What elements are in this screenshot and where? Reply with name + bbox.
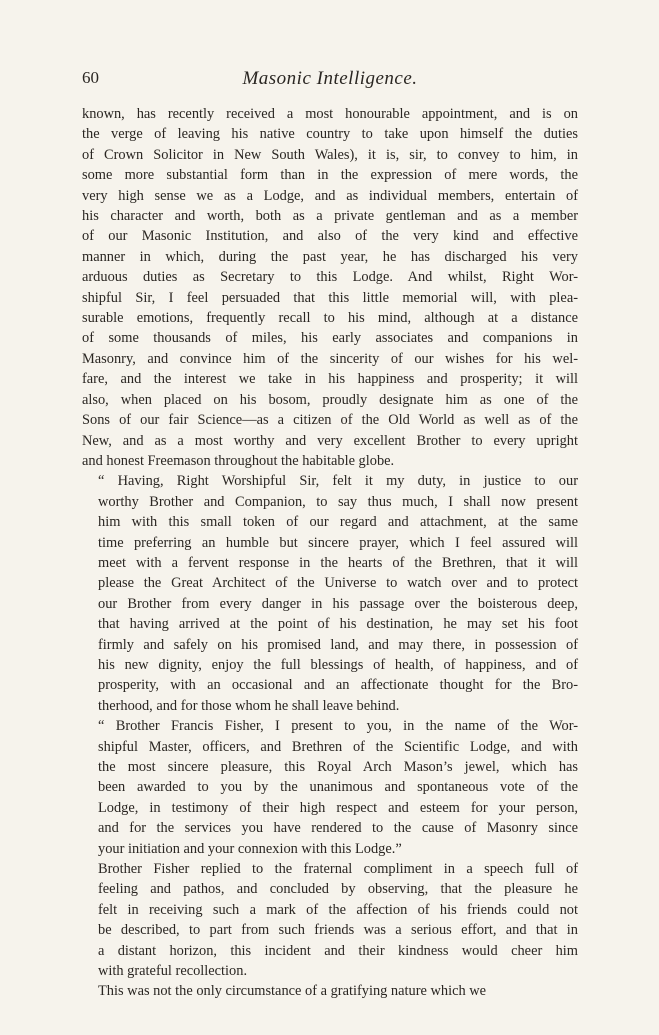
text-line: him with this small token of our regard and attachment, at the same: [98, 514, 578, 531]
text-line: arduous duties as Secretary to this Lodge. And whilst, Right Wor-: [82, 269, 578, 286]
text-line: fare, and the interest we take in his happiness and prosperity; it will: [82, 371, 578, 388]
text-line: shipful Sir, I feel persuaded that this little memorial will, with plea-: [82, 289, 578, 306]
text-line: This was not the only circumstance of a gratifying nature which we: [98, 983, 487, 1000]
text-line: therhood, and for those whom he shall leave behind.: [98, 697, 400, 714]
paragraph: [82, 104, 578, 471]
text-line: of our Masonic Institution, and also of the very kind and effective: [82, 228, 578, 245]
text-line: Sons of our fair Science—as a citizen of the Old World as well as of the: [82, 412, 578, 429]
text-line: our Brother from every danger in his passage over the boisterous deep,: [98, 595, 578, 612]
text-line: and for the services you have rendered to the cause of Masonry since: [98, 820, 578, 837]
text-line: worthy Brother and Companion, to say thus much, I shall now present: [98, 493, 578, 510]
text-line: of Crown Solicitor in New South Wales), it is, sir, to convey to him, in: [82, 146, 578, 163]
text-line: also, when placed on his bosom, proudly designate him as one of the: [82, 391, 578, 408]
text-line: Masonry, and convince him of the sincerity of our wishes for his wel-: [82, 350, 578, 367]
text-line: felt in receiving such a mark of the affection of his friends could not: [98, 901, 578, 918]
text-line: firmly and safely on his promised land, and may there, in possession of: [98, 636, 578, 653]
paragraph: [82, 859, 578, 981]
text-line: been awarded to you by the unanimous and spontaneous vote of the: [98, 779, 578, 796]
text-line: of some thousands of miles, his early associates and companions in: [82, 330, 578, 347]
text-line: that having arrived at the point of his destination, he may set his foot: [98, 616, 578, 633]
text-line: his character and worth, both as a private gentleman and as a member: [82, 208, 578, 225]
text-line: “ Having, Right Worshipful Sir, felt it my duty, in justice to our: [98, 473, 578, 490]
text-line: his new dignity, enjoy the full blessings of health, of happiness, and of: [98, 656, 578, 673]
text-line: New, and as a most worthy and very excellent Brother to every upright: [82, 432, 578, 449]
paragraph: [82, 981, 578, 1001]
text-line: be described, to part from such friends was a serious effort, and that in: [98, 922, 578, 939]
text-line: a distant horizon, this incident and their kindness would cheer him: [98, 942, 578, 959]
page-header: [82, 68, 578, 92]
running-title: Masonic Intelligence.: [242, 68, 418, 89]
text-line: surable emotions, frequently recall to his mind, although at a distance: [82, 310, 578, 327]
page-number: 60: [82, 68, 99, 87]
paragraph: [82, 471, 578, 716]
text-line: “ Brother Francis Fisher, I present to you, in the name of the Wor-: [98, 718, 578, 735]
text-line: very high sense we as a Lodge, and as individual members, entertain of: [82, 187, 578, 204]
text-line: prosperity, with an occasional and an affectionate thought for the Bro-: [98, 677, 578, 694]
text-line: time preferring an humble but sincere prayer, which I feel assured will: [98, 534, 578, 551]
text-line: meet with a fervent response in the hearts of the Brethren, that it will: [98, 554, 578, 571]
text-line: and honest Freemason throughout the habitable globe.: [82, 452, 395, 469]
text-line: the verge of leaving his native country to take upon himself the duties: [82, 126, 578, 143]
text-line: the most sincere pleasure, this Royal Arch Mason’s jewel, which has: [98, 759, 578, 775]
text-line: known, has recently received a most honourable appointment, and is on: [82, 106, 578, 122]
text-line: feeling and pathos, and concluded by observing, that the pleasure he: [98, 881, 578, 898]
text-line: please the Great Architect of the Universe to watch over and to protect: [98, 575, 578, 592]
text-line: your initiation and your connexion with this Lodge.”: [98, 840, 402, 857]
text-line: some more substantial form than in the expression of mere words, the: [82, 167, 578, 184]
paragraph: [82, 716, 578, 859]
body-text: [82, 104, 578, 1002]
text-line: shipful Master, officers, and Brethren of the Scientific Lodge, and with: [98, 738, 578, 755]
text-line: Lodge, in testimony of their high respect and esteem for your person,: [98, 799, 578, 816]
text-line: Brother Fisher replied to the fraternal compliment in a speech full of: [98, 861, 578, 878]
text-line: with grateful recollection.: [98, 963, 248, 980]
text-line: manner in which, during the past year, he has discharged his very: [82, 248, 578, 265]
